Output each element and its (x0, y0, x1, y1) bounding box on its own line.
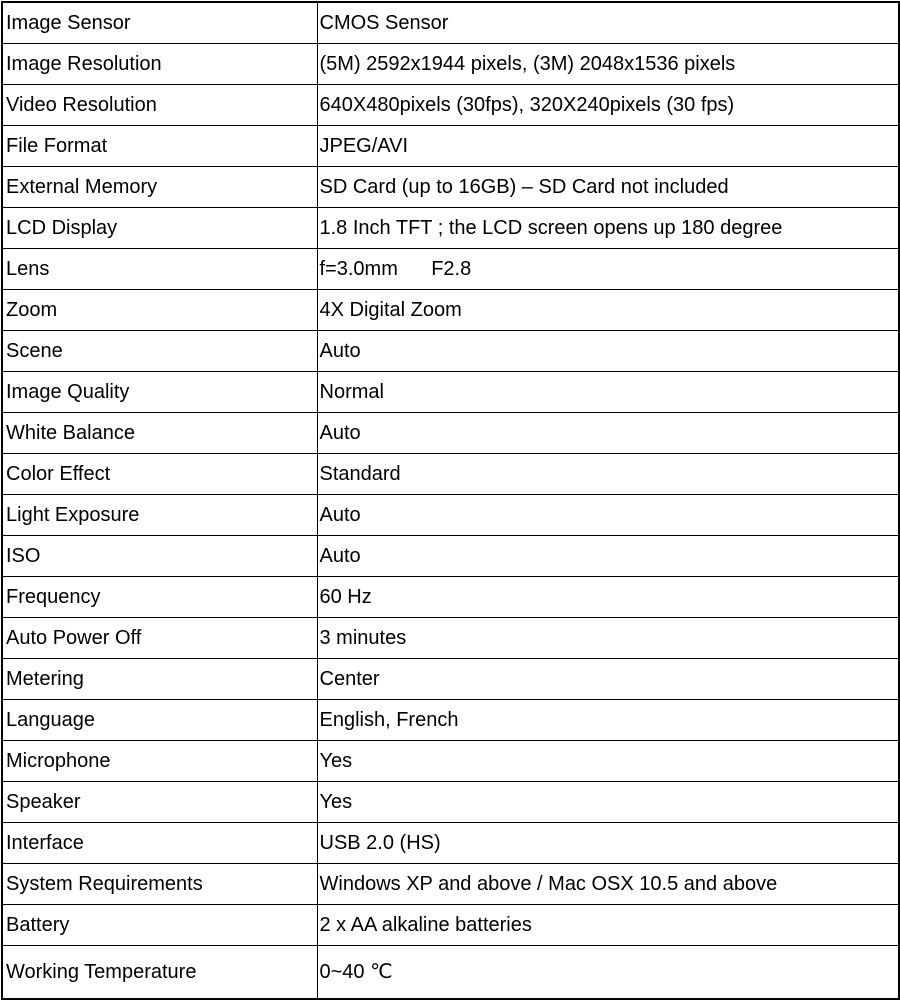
spec-value: Auto (317, 413, 899, 454)
spec-value: Center (317, 659, 899, 700)
table-row (2, 741, 899, 782)
spec-label: Light Exposure (2, 495, 317, 536)
spec-value: 640X480pixels (30fps), 320X240pixels (30 fps) (317, 85, 899, 126)
table-row (2, 495, 899, 536)
spec-label: Interface (2, 823, 317, 864)
table-row (2, 2, 899, 44)
spec-label: External Memory (2, 167, 317, 208)
table-row (2, 454, 899, 495)
spec-label: File Format (2, 126, 317, 167)
spec-value: JPEG/AVI (317, 126, 899, 167)
specifications-table (1, 1, 900, 1000)
spec-value: English, French (317, 700, 899, 741)
spec-value: Auto (317, 331, 899, 372)
table-row (2, 249, 899, 290)
table-row (2, 167, 899, 208)
table-row (2, 208, 899, 249)
spec-label: System Requirements (2, 864, 317, 905)
spec-label: Metering (2, 659, 317, 700)
spec-label: Language (2, 700, 317, 741)
spec-label: Video Resolution (2, 85, 317, 126)
table-row (2, 536, 899, 577)
table-row (2, 905, 899, 946)
spec-value: Auto (317, 536, 899, 577)
spec-value: 4X Digital Zoom (317, 290, 899, 331)
spec-label: Image Resolution (2, 44, 317, 85)
spec-value: Yes (317, 782, 899, 823)
spec-value: USB 2.0 (HS) (317, 823, 899, 864)
table-row (2, 126, 899, 167)
spec-value: 0~40 ℃ (317, 946, 899, 1000)
spec-value: CMOS Sensor (317, 2, 899, 44)
spec-value: Windows XP and above / Mac OSX 10.5 and above (317, 864, 899, 905)
spec-value: (5M) 2592x1944 pixels, (3M) 2048x1536 pixels (317, 44, 899, 85)
spec-value: SD Card (up to 16GB) – SD Card not included (317, 167, 899, 208)
spec-value: Auto (317, 495, 899, 536)
table-row (2, 331, 899, 372)
spec-label: Microphone (2, 741, 317, 782)
table-row (2, 700, 899, 741)
spec-label: Frequency (2, 577, 317, 618)
spec-label: Auto Power Off (2, 618, 317, 659)
spec-value: 3 minutes (317, 618, 899, 659)
table-row (2, 577, 899, 618)
table-row (2, 618, 899, 659)
spec-label: Working Temperature (2, 946, 317, 1000)
spec-label: Scene (2, 331, 317, 372)
spec-value: 2 x AA alkaline batteries (317, 905, 899, 946)
table-row (2, 44, 899, 85)
table-row (2, 782, 899, 823)
spec-label: Battery (2, 905, 317, 946)
spec-value: 1.8 Inch TFT ; the LCD screen opens up 180 degree (317, 208, 899, 249)
table-row (2, 290, 899, 331)
spec-label: White Balance (2, 413, 317, 454)
table-row (2, 864, 899, 905)
table-row (2, 413, 899, 454)
specifications-table-body (2, 2, 899, 999)
spec-label: Image Quality (2, 372, 317, 413)
spec-value: Yes (317, 741, 899, 782)
spec-value: 60 Hz (317, 577, 899, 618)
spec-label: LCD Display (2, 208, 317, 249)
table-row (2, 659, 899, 700)
spec-label: Lens (2, 249, 317, 290)
table-row (2, 372, 899, 413)
spec-value: Standard (317, 454, 899, 495)
table-row (2, 85, 899, 126)
spec-label: ISO (2, 536, 317, 577)
spec-value: Normal (317, 372, 899, 413)
spec-label: Image Sensor (2, 2, 317, 44)
spec-label: Speaker (2, 782, 317, 823)
table-row (2, 823, 899, 864)
spec-value: f=3.0mm F2.8 (317, 249, 899, 290)
spec-label: Color Effect (2, 454, 317, 495)
table-row (2, 946, 899, 1000)
spec-label: Zoom (2, 290, 317, 331)
